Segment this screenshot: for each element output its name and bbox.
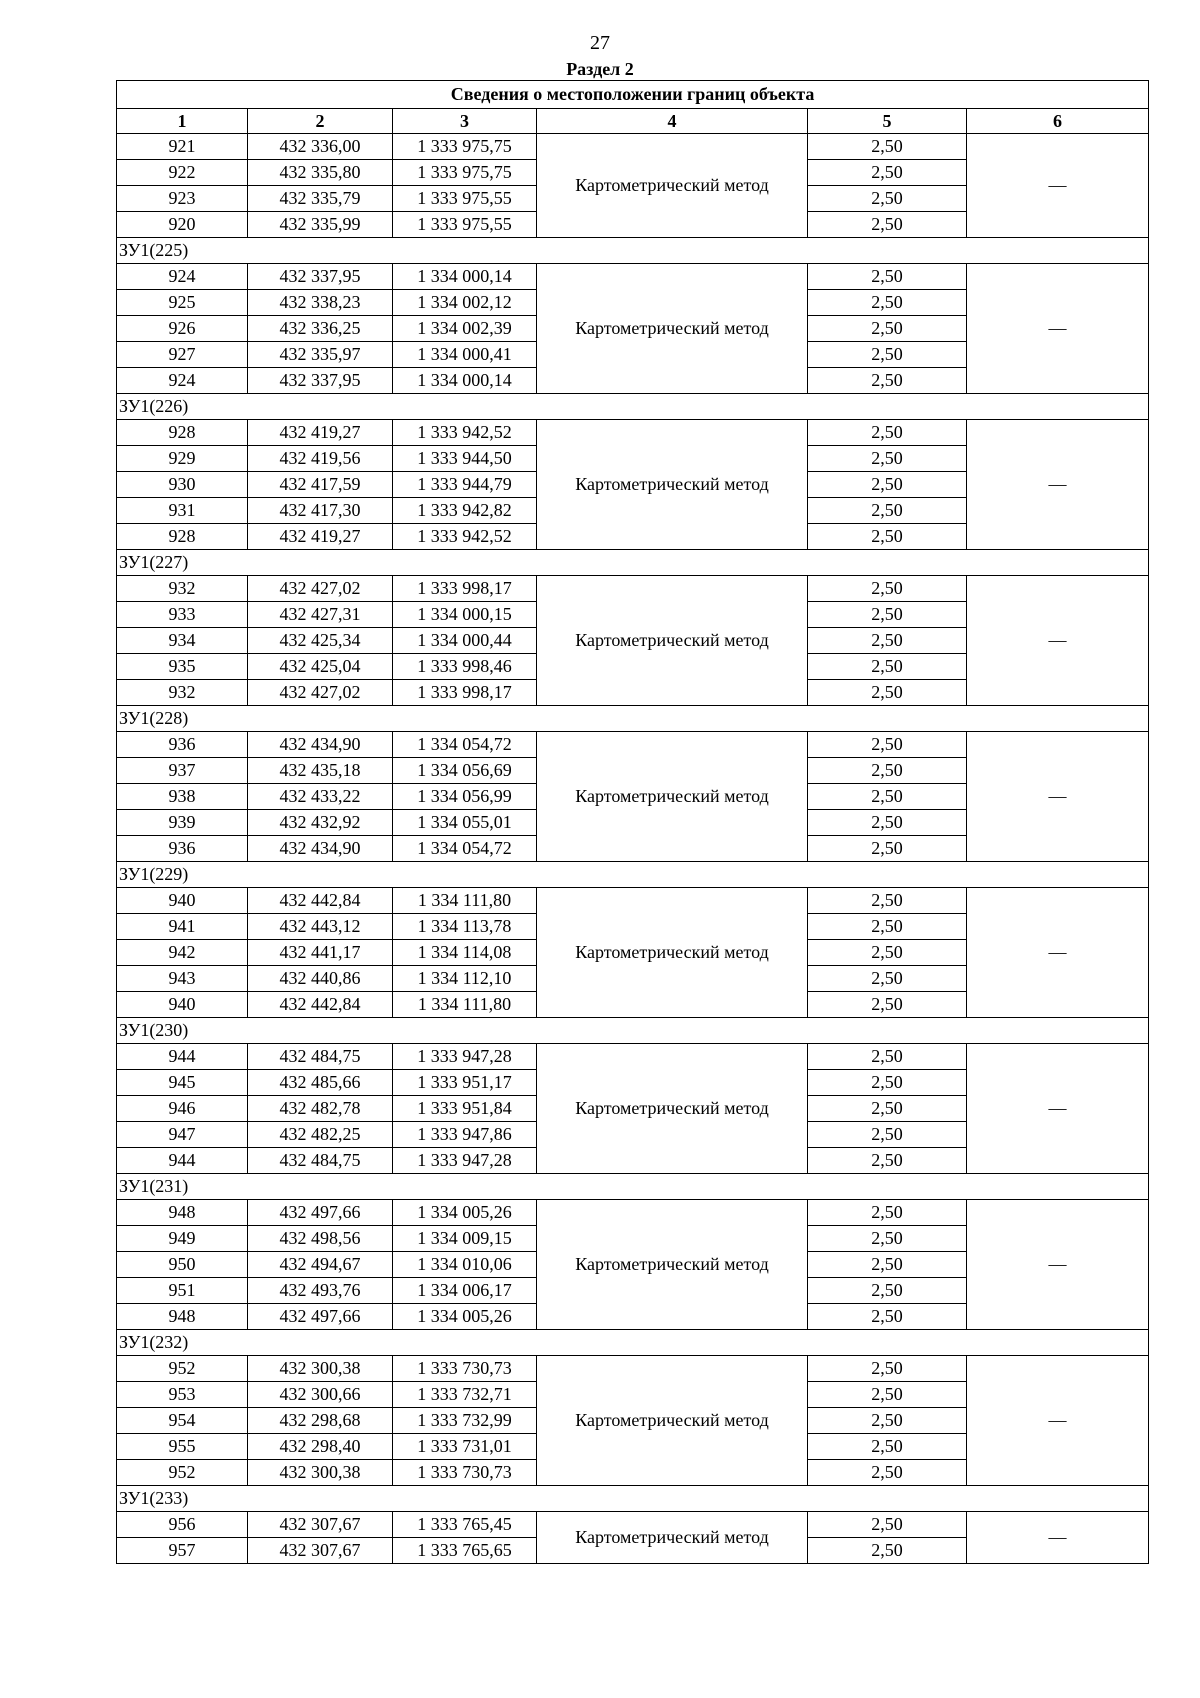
- method-cell: Картометрический метод: [537, 732, 808, 862]
- accuracy-value: 2,50: [808, 1252, 967, 1278]
- point-number: 934: [117, 628, 248, 654]
- accuracy-value: 2,50: [808, 1200, 967, 1226]
- coordinate-y: 1 334 000,44: [393, 628, 537, 654]
- point-number: 940: [117, 992, 248, 1018]
- coordinate-x: 432 433,22: [248, 784, 393, 810]
- accuracy-value: 2,50: [808, 1408, 967, 1434]
- coordinate-y: 1 334 000,41: [393, 342, 537, 368]
- coordinate-x: 432 336,25: [248, 316, 393, 342]
- parcel-header-row: [117, 1018, 1149, 1044]
- method-cell: Картометрический метод: [537, 1512, 808, 1564]
- coordinate-y: 1 333 998,17: [393, 576, 537, 602]
- point-number: 954: [117, 1408, 248, 1434]
- coordinate-y: 1 334 009,15: [393, 1226, 537, 1252]
- point-number: 942: [117, 940, 248, 966]
- coordinate-y: 1 334 000,14: [393, 264, 537, 290]
- point-number: 937: [117, 758, 248, 784]
- coordinate-y: 1 334 055,01: [393, 810, 537, 836]
- accuracy-value: 2,50: [808, 160, 967, 186]
- accuracy-value: 2,50: [808, 290, 967, 316]
- coordinate-x: 432 442,84: [248, 888, 393, 914]
- point-number: 932: [117, 576, 248, 602]
- parcel-label: ЗУ1(225): [117, 238, 1149, 264]
- accuracy-value: 2,50: [808, 1148, 967, 1174]
- coordinate-y: 1 333 998,17: [393, 680, 537, 706]
- coordinate-y: 1 333 730,73: [393, 1356, 537, 1382]
- column-header: 1: [117, 109, 248, 134]
- accuracy-value: 2,50: [808, 992, 967, 1018]
- point-number: 930: [117, 472, 248, 498]
- parcel-label: ЗУ1(227): [117, 550, 1149, 576]
- accuracy-value: 2,50: [808, 420, 967, 446]
- point-number: 953: [117, 1382, 248, 1408]
- point-number: 931: [117, 498, 248, 524]
- coordinate-x: 432 497,66: [248, 1200, 393, 1226]
- accuracy-value: 2,50: [808, 784, 967, 810]
- coordinate-y: 1 333 998,46: [393, 654, 537, 680]
- coordinate-x: 432 427,31: [248, 602, 393, 628]
- coordinate-x: 432 427,02: [248, 680, 393, 706]
- method-cell: Картометрический метод: [537, 134, 808, 238]
- coordinate-y: 1 333 975,75: [393, 160, 537, 186]
- point-number: 948: [117, 1304, 248, 1330]
- coordinate-y: 1 334 056,69: [393, 758, 537, 784]
- point-number: 949: [117, 1226, 248, 1252]
- coordinate-x: 432 482,25: [248, 1122, 393, 1148]
- method-cell: Картометрический метод: [537, 1044, 808, 1174]
- coordinate-x: 432 307,67: [248, 1512, 393, 1538]
- coordinate-x: 432 432,92: [248, 810, 393, 836]
- point-number: 928: [117, 420, 248, 446]
- point-number: 926: [117, 316, 248, 342]
- point-number: 952: [117, 1356, 248, 1382]
- accuracy-value: 2,50: [808, 680, 967, 706]
- parcel-label: ЗУ1(231): [117, 1174, 1149, 1200]
- coordinate-y: 1 334 112,10: [393, 966, 537, 992]
- point-number: 933: [117, 602, 248, 628]
- point-number: 935: [117, 654, 248, 680]
- coordinate-x: 432 434,90: [248, 732, 393, 758]
- coordinate-x: 432 336,00: [248, 134, 393, 160]
- accuracy-value: 2,50: [808, 1278, 967, 1304]
- accuracy-value: 2,50: [808, 1226, 967, 1252]
- parcel-header-row: [117, 1486, 1149, 1512]
- coordinate-y: 1 333 730,73: [393, 1460, 537, 1486]
- parcel-header-row: [117, 238, 1149, 264]
- coordinate-x: 432 417,30: [248, 498, 393, 524]
- coordinate-y: 1 333 947,28: [393, 1148, 537, 1174]
- coordinate-x: 432 300,38: [248, 1460, 393, 1486]
- page-number: 27: [590, 32, 610, 54]
- accuracy-value: 2,50: [808, 914, 967, 940]
- point-number: 948: [117, 1200, 248, 1226]
- coordinate-y: 1 333 951,17: [393, 1070, 537, 1096]
- table-row: [117, 1200, 1149, 1226]
- accuracy-value: 2,50: [808, 1044, 967, 1070]
- accuracy-value: 2,50: [808, 1460, 967, 1486]
- coordinate-y: 1 333 944,50: [393, 446, 537, 472]
- point-number: 920: [117, 212, 248, 238]
- parcel-header-row: [117, 706, 1149, 732]
- table-row: [117, 134, 1149, 160]
- point-number: 952: [117, 1460, 248, 1486]
- coordinate-x: 432 335,99: [248, 212, 393, 238]
- coordinate-y: 1 334 002,39: [393, 316, 537, 342]
- coordinate-y: 1 333 942,52: [393, 524, 537, 550]
- table-row: [117, 732, 1149, 758]
- coordinate-x: 432 442,84: [248, 992, 393, 1018]
- table-row: [117, 1512, 1149, 1538]
- note-cell: —: [967, 1200, 1149, 1330]
- accuracy-value: 2,50: [808, 1434, 967, 1460]
- accuracy-value: 2,50: [808, 576, 967, 602]
- coordinate-x: 432 441,17: [248, 940, 393, 966]
- coordinate-x: 432 298,68: [248, 1408, 393, 1434]
- note-cell: —: [967, 264, 1149, 394]
- coordinate-x: 432 443,12: [248, 914, 393, 940]
- coordinate-y: 1 333 975,55: [393, 186, 537, 212]
- parcel-label: ЗУ1(230): [117, 1018, 1149, 1044]
- parcel-header-row: [117, 862, 1149, 888]
- coordinate-x: 432 300,66: [248, 1382, 393, 1408]
- point-number: 927: [117, 342, 248, 368]
- parcel-header-row: [117, 550, 1149, 576]
- point-number: 922: [117, 160, 248, 186]
- coordinate-y: 1 333 975,75: [393, 134, 537, 160]
- accuracy-value: 2,50: [808, 1304, 967, 1330]
- point-number: 938: [117, 784, 248, 810]
- accuracy-value: 2,50: [808, 602, 967, 628]
- accuracy-value: 2,50: [808, 186, 967, 212]
- point-number: 946: [117, 1096, 248, 1122]
- coordinate-y: 1 333 732,71: [393, 1382, 537, 1408]
- method-cell: Картометрический метод: [537, 420, 808, 550]
- column-header: 3: [393, 109, 537, 134]
- coordinate-y: 1 334 010,06: [393, 1252, 537, 1278]
- parcel-label: ЗУ1(233): [117, 1486, 1149, 1512]
- accuracy-value: 2,50: [808, 810, 967, 836]
- point-number: 944: [117, 1044, 248, 1070]
- note-cell: —: [967, 1356, 1149, 1486]
- accuracy-value: 2,50: [808, 940, 967, 966]
- table-row: [117, 1044, 1149, 1070]
- coordinate-x: 432 300,38: [248, 1356, 393, 1382]
- parcel-header-row: [117, 1174, 1149, 1200]
- coordinate-y: 1 334 056,99: [393, 784, 537, 810]
- coordinate-x: 432 485,66: [248, 1070, 393, 1096]
- method-cell: Картометрический метод: [537, 1200, 808, 1330]
- method-cell: Картометрический метод: [537, 576, 808, 706]
- section-title: Раздел 2: [566, 59, 634, 79]
- column-header: 2: [248, 109, 393, 134]
- accuracy-value: 2,50: [808, 316, 967, 342]
- accuracy-value: 2,50: [808, 1512, 967, 1538]
- table-row: [117, 420, 1149, 446]
- coordinate-x: 432 482,78: [248, 1096, 393, 1122]
- method-cell: Картометрический метод: [537, 264, 808, 394]
- table-row: [117, 576, 1149, 602]
- method-cell: Картометрический метод: [537, 888, 808, 1018]
- coordinate-x: 432 335,79: [248, 186, 393, 212]
- accuracy-value: 2,50: [808, 472, 967, 498]
- coordinate-x: 432 419,27: [248, 420, 393, 446]
- coordinate-x: 432 419,27: [248, 524, 393, 550]
- coordinate-y: 1 333 947,28: [393, 1044, 537, 1070]
- accuracy-value: 2,50: [808, 1356, 967, 1382]
- coordinate-x: 432 498,56: [248, 1226, 393, 1252]
- coordinate-x: 432 337,95: [248, 368, 393, 394]
- coordinate-y: 1 333 942,82: [393, 498, 537, 524]
- accuracy-value: 2,50: [808, 1122, 967, 1148]
- point-number: 944: [117, 1148, 248, 1174]
- accuracy-value: 2,50: [808, 966, 967, 992]
- coordinate-y: 1 333 732,99: [393, 1408, 537, 1434]
- coordinate-x: 432 307,67: [248, 1538, 393, 1564]
- coordinate-y: 1 334 111,80: [393, 992, 537, 1018]
- accuracy-value: 2,50: [808, 628, 967, 654]
- coordinate-y: 1 334 000,14: [393, 368, 537, 394]
- coordinate-y: 1 334 005,26: [393, 1304, 537, 1330]
- point-number: 924: [117, 368, 248, 394]
- point-number: 943: [117, 966, 248, 992]
- coordinate-y: 1 333 947,86: [393, 1122, 537, 1148]
- point-number: 956: [117, 1512, 248, 1538]
- table-caption-row: [117, 81, 1149, 109]
- coordinate-x: 432 494,67: [248, 1252, 393, 1278]
- column-header-row: [117, 109, 1149, 134]
- accuracy-value: 2,50: [808, 446, 967, 472]
- parcel-label: ЗУ1(228): [117, 706, 1149, 732]
- point-number: 936: [117, 836, 248, 862]
- coordinate-y: 1 333 951,84: [393, 1096, 537, 1122]
- accuracy-value: 2,50: [808, 836, 967, 862]
- coordinate-y: 1 333 944,79: [393, 472, 537, 498]
- coordinate-x: 432 337,95: [248, 264, 393, 290]
- point-number: 955: [117, 1434, 248, 1460]
- coordinate-x: 432 434,90: [248, 836, 393, 862]
- point-number: 923: [117, 186, 248, 212]
- note-cell: —: [967, 1512, 1149, 1564]
- point-number: 940: [117, 888, 248, 914]
- note-cell: —: [967, 732, 1149, 862]
- accuracy-value: 2,50: [808, 888, 967, 914]
- coordinate-y: 1 334 005,26: [393, 1200, 537, 1226]
- point-number: 951: [117, 1278, 248, 1304]
- coordinate-y: 1 333 765,45: [393, 1512, 537, 1538]
- point-number: 929: [117, 446, 248, 472]
- accuracy-value: 2,50: [808, 732, 967, 758]
- coordinate-y: 1 334 000,15: [393, 602, 537, 628]
- parcel-header-row: [117, 394, 1149, 420]
- coordinate-x: 432 440,86: [248, 966, 393, 992]
- coordinate-x: 432 425,34: [248, 628, 393, 654]
- coordinate-y: 1 333 731,01: [393, 1434, 537, 1460]
- coordinate-x: 432 484,75: [248, 1044, 393, 1070]
- coordinate-x: 432 425,04: [248, 654, 393, 680]
- coordinate-y: 1 334 114,08: [393, 940, 537, 966]
- note-cell: —: [967, 888, 1149, 1018]
- coordinate-x: 432 335,97: [248, 342, 393, 368]
- point-number: 932: [117, 680, 248, 706]
- accuracy-value: 2,50: [808, 368, 967, 394]
- coordinate-x: 432 484,75: [248, 1148, 393, 1174]
- column-header: 5: [808, 109, 967, 134]
- boundary-coordinates-table: [116, 80, 1149, 1564]
- accuracy-value: 2,50: [808, 134, 967, 160]
- point-number: 921: [117, 134, 248, 160]
- point-number: 947: [117, 1122, 248, 1148]
- accuracy-value: 2,50: [808, 1538, 967, 1564]
- column-header: 4: [537, 109, 808, 134]
- table-row: [117, 888, 1149, 914]
- table-body: [117, 81, 1149, 1564]
- accuracy-value: 2,50: [808, 212, 967, 238]
- coordinate-y: 1 334 113,78: [393, 914, 537, 940]
- parcel-label: ЗУ1(229): [117, 862, 1149, 888]
- table-row: [117, 1356, 1149, 1382]
- coordinate-x: 432 419,56: [248, 446, 393, 472]
- accuracy-value: 2,50: [808, 498, 967, 524]
- coordinate-y: 1 334 002,12: [393, 290, 537, 316]
- point-number: 925: [117, 290, 248, 316]
- accuracy-value: 2,50: [808, 1070, 967, 1096]
- accuracy-value: 2,50: [808, 342, 967, 368]
- parcel-label: ЗУ1(226): [117, 394, 1149, 420]
- point-number: 928: [117, 524, 248, 550]
- point-number: 941: [117, 914, 248, 940]
- coordinate-y: 1 333 975,55: [393, 212, 537, 238]
- accuracy-value: 2,50: [808, 758, 967, 784]
- coordinate-x: 432 417,59: [248, 472, 393, 498]
- accuracy-value: 2,50: [808, 264, 967, 290]
- point-number: 945: [117, 1070, 248, 1096]
- note-cell: —: [967, 576, 1149, 706]
- point-number: 924: [117, 264, 248, 290]
- coordinate-x: 432 427,02: [248, 576, 393, 602]
- coordinate-y: 1 334 006,17: [393, 1278, 537, 1304]
- point-number: 957: [117, 1538, 248, 1564]
- coordinate-y: 1 333 942,52: [393, 420, 537, 446]
- table-caption: Сведения о местоположении границ объекта: [117, 81, 1149, 109]
- coordinate-y: 1 333 765,65: [393, 1538, 537, 1564]
- coordinate-x: 432 298,40: [248, 1434, 393, 1460]
- coordinate-x: 432 335,80: [248, 160, 393, 186]
- point-number: 950: [117, 1252, 248, 1278]
- point-number: 936: [117, 732, 248, 758]
- table-row: [117, 264, 1149, 290]
- note-cell: —: [967, 420, 1149, 550]
- coordinate-y: 1 334 111,80: [393, 888, 537, 914]
- coordinate-y: 1 334 054,72: [393, 732, 537, 758]
- parcel-header-row: [117, 1330, 1149, 1356]
- accuracy-value: 2,50: [808, 654, 967, 680]
- coordinate-x: 432 338,23: [248, 290, 393, 316]
- method-cell: Картометрический метод: [537, 1356, 808, 1486]
- accuracy-value: 2,50: [808, 1096, 967, 1122]
- accuracy-value: 2,50: [808, 524, 967, 550]
- accuracy-value: 2,50: [808, 1382, 967, 1408]
- point-number: 939: [117, 810, 248, 836]
- note-cell: —: [967, 134, 1149, 238]
- coordinate-x: 432 435,18: [248, 758, 393, 784]
- parcel-label: ЗУ1(232): [117, 1330, 1149, 1356]
- column-header: 6: [967, 109, 1149, 134]
- coordinate-x: 432 493,76: [248, 1278, 393, 1304]
- coordinate-y: 1 334 054,72: [393, 836, 537, 862]
- coordinate-x: 432 497,66: [248, 1304, 393, 1330]
- note-cell: —: [967, 1044, 1149, 1174]
